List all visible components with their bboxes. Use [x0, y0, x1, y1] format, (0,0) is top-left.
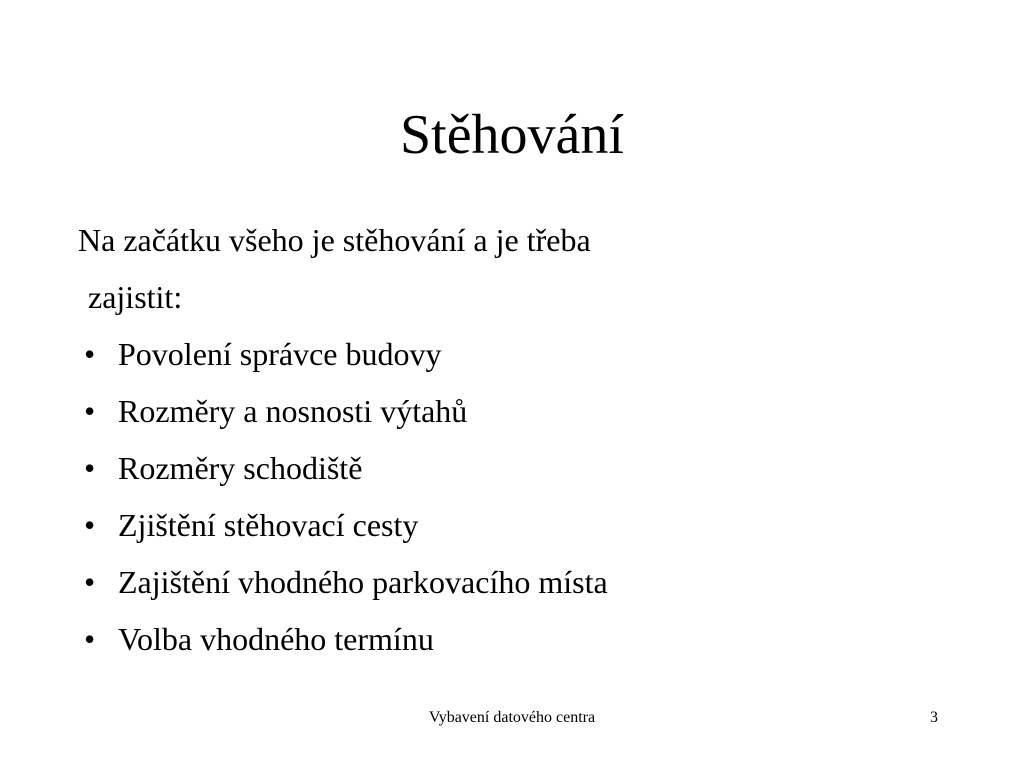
bullet-item	[78, 554, 958, 611]
bullet-list	[78, 326, 958, 668]
bullet-text: Zjištění stěhovací cesty	[118, 507, 419, 543]
bullet-icon: •	[84, 564, 96, 600]
intro-line-2: zajistit:	[88, 279, 183, 315]
bullet-text: Rozměry schodiště	[118, 450, 363, 486]
bullet-item	[78, 326, 958, 383]
bullet-item	[78, 611, 958, 668]
bullet-text: Rozměry a nosnosti výtahů	[118, 393, 468, 429]
bullet-icon: •	[84, 507, 96, 543]
bullet-icon: •	[84, 336, 96, 372]
bullet-text: Povolení správce budovy	[118, 336, 442, 372]
footer-text: Vybavení datového centra	[428, 709, 596, 726]
bullet-icon: •	[84, 450, 96, 486]
bullet-text: Zajištění vhodného parkovacího místa	[118, 564, 608, 600]
bullet-icon: •	[84, 621, 96, 657]
bullet-text: Volba vhodného termínu	[118, 621, 434, 657]
slide-title: Stěhování	[400, 104, 624, 166]
slide-body	[78, 212, 958, 668]
bullet-icon: •	[84, 393, 96, 429]
bullet-item	[78, 497, 958, 554]
bullet-item	[78, 440, 958, 497]
intro-line-1: Na začátku všeho je stěhování a je třeba	[78, 222, 591, 258]
bullet-item	[78, 383, 958, 440]
page-number: 3	[930, 709, 938, 726]
